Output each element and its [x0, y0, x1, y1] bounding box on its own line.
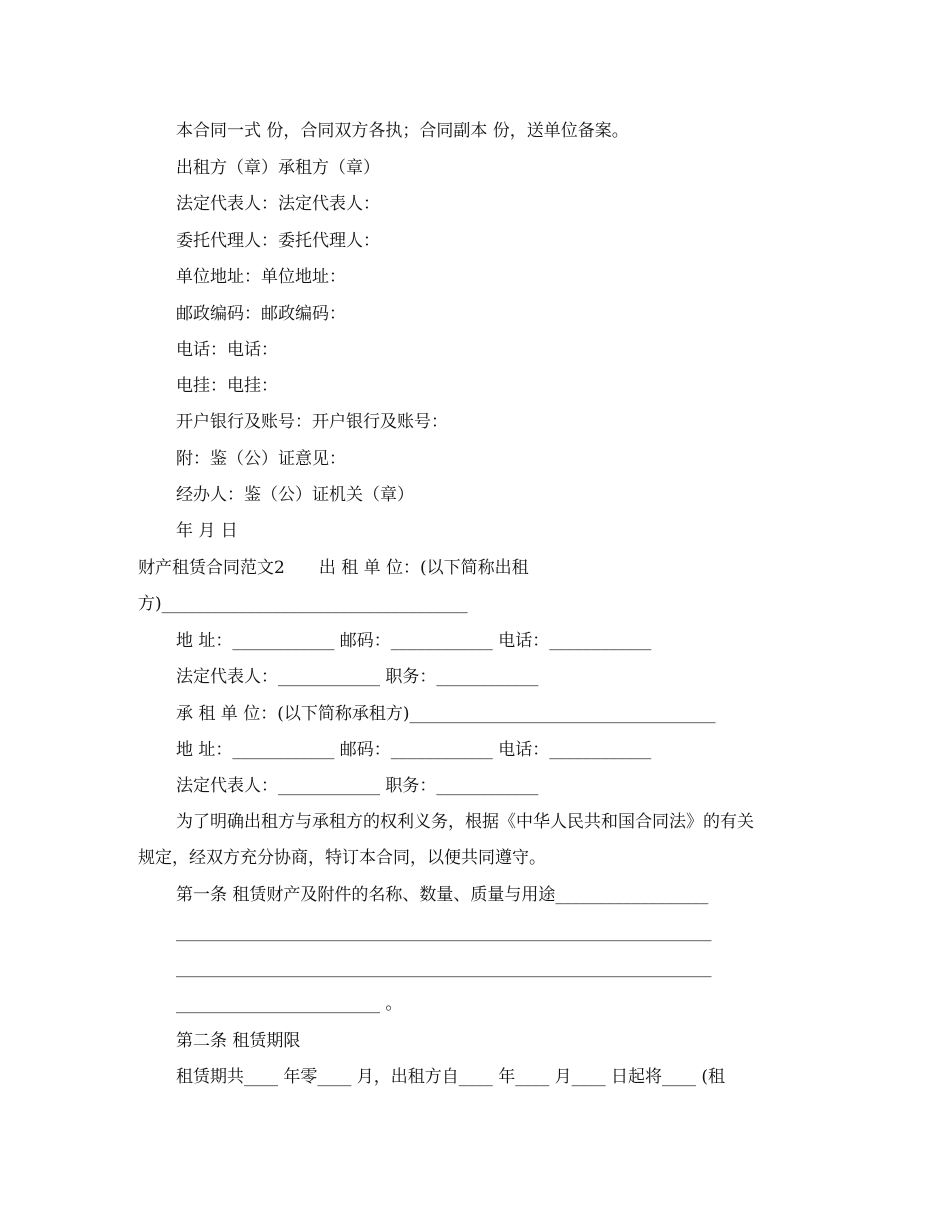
lessor-rep-line: 法定代表人：____________ 职务：____________	[176, 667, 539, 687]
seal-line: 出租方（章）承租方（章）	[176, 158, 380, 178]
article-2-term-line: 租赁期共____ 年零____ 月，出租方自____ 年____ 月____ 日起将____ (租	[176, 1067, 726, 1087]
lessor-address-line: 地 址：____________ 邮码：____________ 电话：____________	[176, 631, 652, 651]
preamble-line-1: 为了明确出租方与承租方的权利义务，根据《中华人民共和国合同法》的有关	[176, 812, 754, 832]
lessee-address-line: 地 址：____________ 邮码：____________ 电话：____________	[176, 740, 652, 760]
article-1-blank-3: ________________________ 。	[176, 994, 403, 1014]
article-1-blank-1: _______________________________________________________________	[176, 922, 712, 942]
contract-2-heading: 财产租赁合同范文2 出 租 单 位：(以下简称出租	[138, 558, 529, 578]
article-2-title: 第二条 租赁期限	[176, 1031, 301, 1051]
lessee-unit-line: 承 租 单 位：(以下简称承租方)____________________________________	[176, 704, 716, 724]
handler-line: 经办人：鉴（公）证机关（章）	[176, 485, 414, 505]
lessee-rep-line: 法定代表人：____________ 职务：____________	[176, 776, 539, 796]
preamble-line-2: 规定，经双方充分协商，特订本合同，以便共同遵守。	[138, 848, 546, 868]
telegraph-line: 电挂：电挂：	[176, 376, 278, 396]
article-1-title: 第一条 租赁财产及附件的名称、数量、质量与用途__________________	[176, 885, 709, 905]
article-1-blank-2: _______________________________________________________________	[176, 958, 712, 978]
agent-line: 委托代理人：委托代理人：	[176, 231, 380, 251]
date-line: 年 月 日	[176, 521, 238, 541]
lessor-blank-line: 方)____________________________________	[138, 594, 468, 614]
bank-account-line: 开户银行及账号：开户银行及账号：	[176, 412, 448, 432]
phone-line: 电话：电话：	[176, 340, 278, 360]
legal-rep-line: 法定代表人：法定代表人：	[176, 194, 380, 214]
copies-clause: 本合同一式 份，合同双方各执；合同副本 份，送单位备案。	[176, 121, 629, 141]
notarization-opinion-line: 附：鉴（公）证意见：	[176, 449, 346, 469]
address-line: 单位地址：单位地址：	[176, 267, 346, 287]
postcode-line: 邮政编码：邮政编码：	[176, 304, 346, 324]
